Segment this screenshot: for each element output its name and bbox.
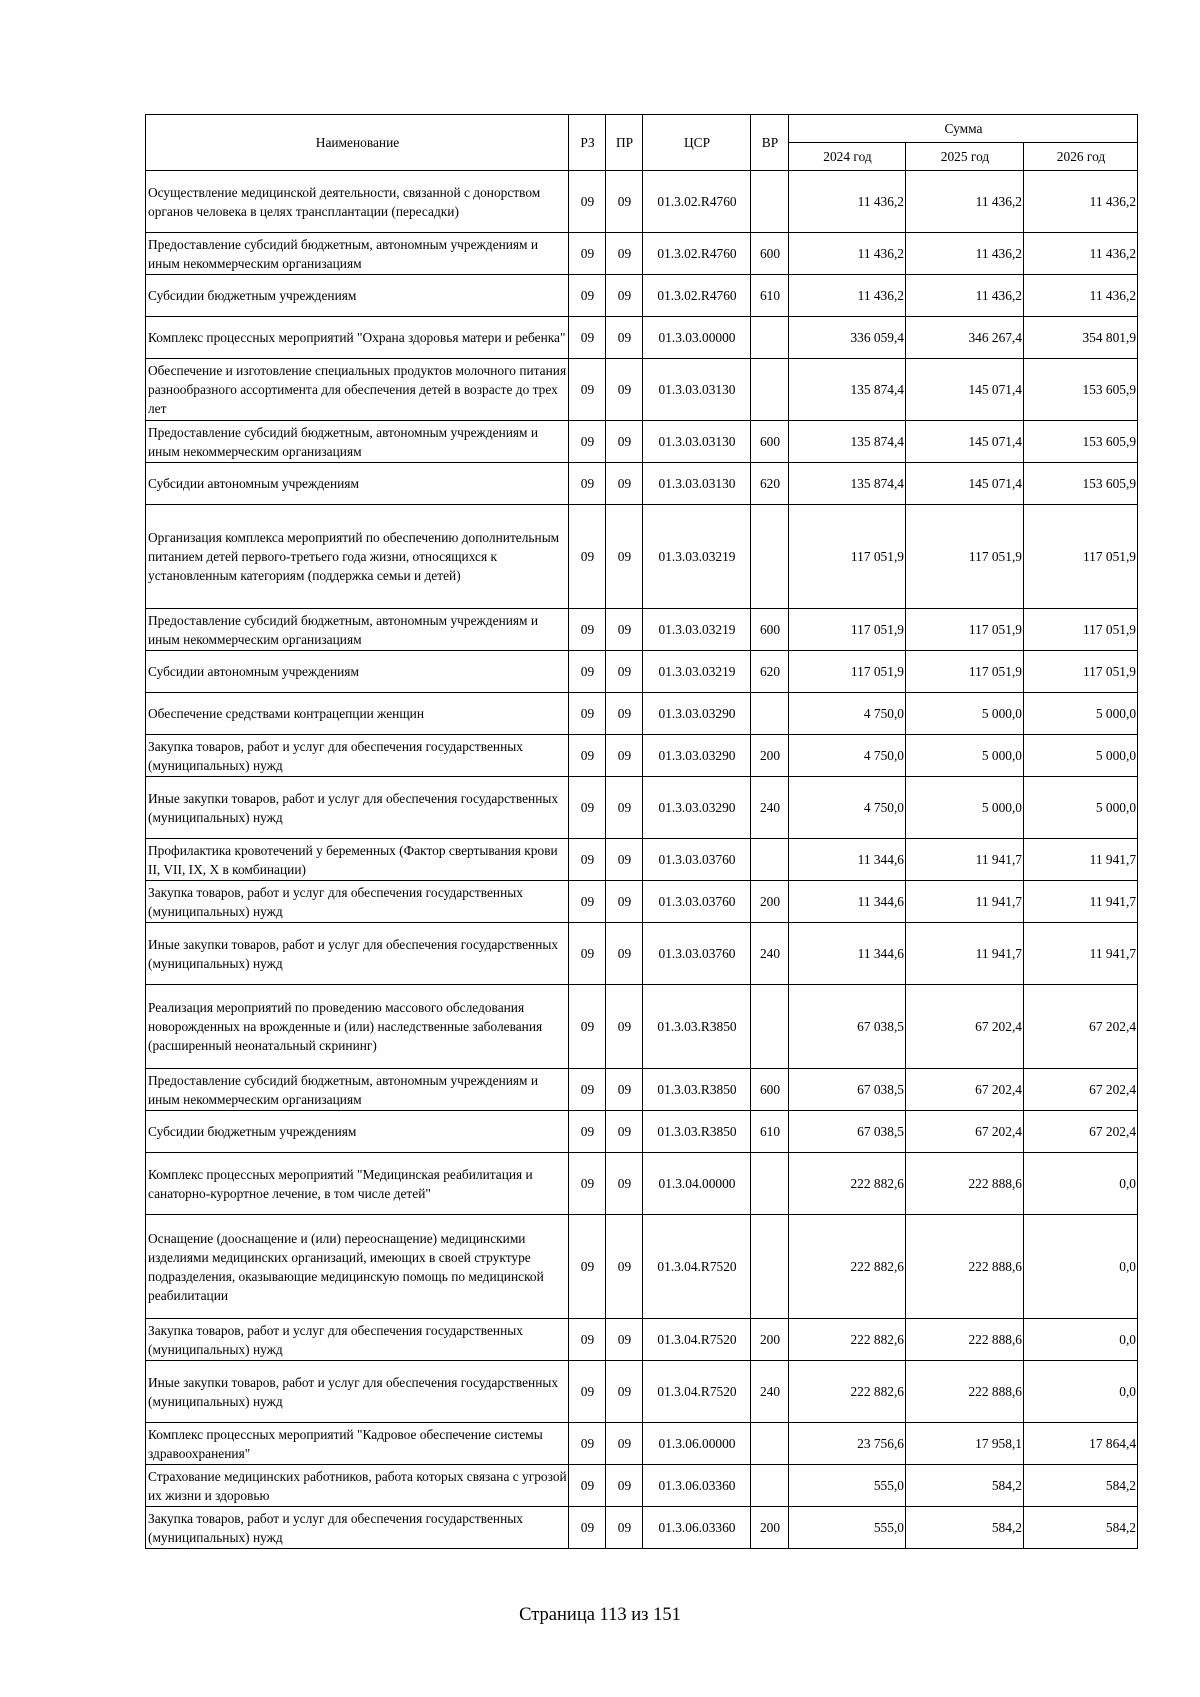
cell-pr: 09 — [606, 1069, 643, 1111]
cell-pr: 09 — [606, 735, 643, 777]
cell-rz: 09 — [569, 609, 606, 651]
cell-2025: 584,2 — [906, 1465, 1024, 1507]
table-row — [146, 505, 1138, 609]
cell-pr: 09 — [606, 923, 643, 985]
cell-2025: 346 267,4 — [906, 317, 1024, 359]
table-row — [146, 693, 1138, 735]
cell-rz: 09 — [569, 777, 606, 839]
cell-2026: 11 941,7 — [1024, 923, 1138, 985]
cell-2026: 67 202,4 — [1024, 1111, 1138, 1153]
cell-2024: 222 882,6 — [789, 1319, 906, 1361]
cell-2024: 135 874,4 — [789, 421, 906, 463]
cell-2026: 0,0 — [1024, 1215, 1138, 1319]
cell-csr: 01.3.06.03360 — [643, 1507, 751, 1549]
cell-csr: 01.3.03.03290 — [643, 693, 751, 735]
cell-vr: 240 — [751, 1361, 789, 1423]
cell-pr: 09 — [606, 777, 643, 839]
cell-rz: 09 — [569, 1465, 606, 1507]
cell-name: Комплекс процессных мероприятий "Кадровое обеспечение системы здравоохранения" — [146, 1423, 569, 1465]
cell-2024: 11 344,6 — [789, 923, 906, 985]
header-csr: ЦСР — [643, 115, 751, 171]
cell-vr — [751, 1153, 789, 1215]
cell-rz: 09 — [569, 421, 606, 463]
cell-2025: 11 941,7 — [906, 839, 1024, 881]
cell-2025: 222 888,6 — [906, 1153, 1024, 1215]
cell-csr: 01.3.02.R4760 — [643, 233, 751, 275]
cell-vr: 620 — [751, 463, 789, 505]
cell-name: Предоставление субсидий бюджетным, автономным учреждениям и иным некоммерческим организациям — [146, 1069, 569, 1111]
cell-2025: 117 051,9 — [906, 651, 1024, 693]
header-name: Наименование — [146, 115, 569, 171]
cell-name: Оснащение (дооснащение и (или) переоснащение) медицинскими изделиями медицинских организаций, имеющих в своей структуре подразделения, оказывающие медицинскую помощь по медицинской реабилитации — [146, 1215, 569, 1319]
cell-vr — [751, 985, 789, 1069]
cell-2026: 584,2 — [1024, 1507, 1138, 1549]
cell-vr: 620 — [751, 651, 789, 693]
cell-2026: 11 436,2 — [1024, 171, 1138, 233]
cell-2026: 153 605,9 — [1024, 463, 1138, 505]
cell-pr: 09 — [606, 233, 643, 275]
table-header — [146, 115, 1138, 171]
cell-vr — [751, 359, 789, 421]
header-vr: ВР — [751, 115, 789, 171]
cell-2025: 145 071,4 — [906, 421, 1024, 463]
table-row — [146, 1153, 1138, 1215]
cell-pr: 09 — [606, 1465, 643, 1507]
header-sum: Сумма — [789, 115, 1138, 143]
cell-csr: 01.3.04.R7520 — [643, 1319, 751, 1361]
cell-csr: 01.3.03.R3850 — [643, 985, 751, 1069]
cell-rz: 09 — [569, 693, 606, 735]
cell-2024: 222 882,6 — [789, 1153, 906, 1215]
cell-2026: 11 436,2 — [1024, 233, 1138, 275]
cell-name: Комплекс процессных мероприятий "Медицинская реабилитация и санаторно-курортное лечение, в том числе детей" — [146, 1153, 569, 1215]
cell-pr: 09 — [606, 421, 643, 463]
cell-2026: 17 864,4 — [1024, 1423, 1138, 1465]
header-year-2025: 2025 год — [906, 143, 1024, 171]
cell-2024: 117 051,9 — [789, 505, 906, 609]
table-row — [146, 609, 1138, 651]
cell-name: Страхование медицинских работников, работа которых связана с угрозой их жизни и здоровью — [146, 1465, 569, 1507]
cell-vr — [751, 317, 789, 359]
cell-rz: 09 — [569, 1215, 606, 1319]
cell-2024: 117 051,9 — [789, 651, 906, 693]
cell-name: Закупка товаров, работ и услуг для обеспечения государственных (муниципальных) нужд — [146, 881, 569, 923]
cell-2025: 117 051,9 — [906, 505, 1024, 609]
table-row — [146, 1423, 1138, 1465]
cell-csr: 01.3.03.00000 — [643, 317, 751, 359]
cell-csr: 01.3.03.03760 — [643, 881, 751, 923]
cell-name: Предоставление субсидий бюджетным, автономным учреждениям и иным некоммерческим организациям — [146, 421, 569, 463]
cell-pr: 09 — [606, 693, 643, 735]
table-row — [146, 735, 1138, 777]
cell-2026: 11 941,7 — [1024, 881, 1138, 923]
cell-2024: 67 038,5 — [789, 985, 906, 1069]
cell-pr: 09 — [606, 317, 643, 359]
table-row — [146, 777, 1138, 839]
cell-vr — [751, 1465, 789, 1507]
table-row — [146, 881, 1138, 923]
cell-rz: 09 — [569, 505, 606, 609]
cell-2025: 222 888,6 — [906, 1215, 1024, 1319]
cell-name: Субсидии бюджетным учреждениям — [146, 1111, 569, 1153]
cell-rz: 09 — [569, 1361, 606, 1423]
cell-csr: 01.3.03.03219 — [643, 505, 751, 609]
cell-rz: 09 — [569, 1069, 606, 1111]
cell-name: Иные закупки товаров, работ и услуг для обеспечения государственных (муниципальных) нужд — [146, 923, 569, 985]
cell-2025: 584,2 — [906, 1507, 1024, 1549]
cell-name: Предоставление субсидий бюджетным, автономным учреждениям и иным некоммерческим организациям — [146, 233, 569, 275]
cell-pr: 09 — [606, 1507, 643, 1549]
cell-name: Субсидии автономным учреждениям — [146, 463, 569, 505]
cell-2024: 23 756,6 — [789, 1423, 906, 1465]
cell-csr: 01.3.06.03360 — [643, 1465, 751, 1507]
cell-csr: 01.3.03.03130 — [643, 421, 751, 463]
budget-table — [145, 114, 1138, 1549]
cell-vr — [751, 1423, 789, 1465]
cell-2024: 117 051,9 — [789, 609, 906, 651]
cell-csr: 01.3.03.R3850 — [643, 1111, 751, 1153]
cell-2026: 153 605,9 — [1024, 359, 1138, 421]
cell-name: Иные закупки товаров, работ и услуг для обеспечения государственных (муниципальных) нужд — [146, 777, 569, 839]
cell-rz: 09 — [569, 359, 606, 421]
cell-2024: 555,0 — [789, 1465, 906, 1507]
cell-2025: 5 000,0 — [906, 693, 1024, 735]
cell-vr — [751, 693, 789, 735]
cell-pr: 09 — [606, 359, 643, 421]
cell-csr: 01.3.03.03290 — [643, 777, 751, 839]
page-number: Страница 113 из 151 — [519, 1605, 681, 1625]
table-row — [146, 1507, 1138, 1549]
cell-vr: 200 — [751, 881, 789, 923]
cell-2025: 17 958,1 — [906, 1423, 1024, 1465]
cell-2024: 222 882,6 — [789, 1361, 906, 1423]
cell-2026: 354 801,9 — [1024, 317, 1138, 359]
cell-vr: 200 — [751, 735, 789, 777]
table-row — [146, 651, 1138, 693]
cell-csr: 01.3.04.00000 — [643, 1153, 751, 1215]
cell-name: Предоставление субсидий бюджетным, автономным учреждениям и иным некоммерческим организациям — [146, 609, 569, 651]
cell-name: Субсидии бюджетным учреждениям — [146, 275, 569, 317]
cell-2025: 5 000,0 — [906, 777, 1024, 839]
cell-2025: 145 071,4 — [906, 359, 1024, 421]
cell-name: Обеспечение средствами контрацепции женщин — [146, 693, 569, 735]
cell-rz: 09 — [569, 985, 606, 1069]
cell-csr: 01.3.02.R4760 — [643, 171, 751, 233]
cell-2024: 11 344,6 — [789, 881, 906, 923]
cell-2024: 4 750,0 — [789, 735, 906, 777]
cell-rz: 09 — [569, 1507, 606, 1549]
cell-2024: 67 038,5 — [789, 1069, 906, 1111]
table-row — [146, 839, 1138, 881]
cell-vr: 600 — [751, 233, 789, 275]
table-row — [146, 171, 1138, 233]
cell-vr — [751, 171, 789, 233]
cell-2026: 11 941,7 — [1024, 839, 1138, 881]
header-year-2024: 2024 год — [789, 143, 906, 171]
cell-2026: 117 051,9 — [1024, 651, 1138, 693]
cell-name: Закупка товаров, работ и услуг для обеспечения государственных (муниципальных) нужд — [146, 1507, 569, 1549]
cell-rz: 09 — [569, 923, 606, 985]
cell-2025: 222 888,6 — [906, 1319, 1024, 1361]
cell-rz: 09 — [569, 1153, 606, 1215]
cell-csr: 01.3.03.03290 — [643, 735, 751, 777]
cell-2026: 0,0 — [1024, 1319, 1138, 1361]
cell-2026: 153 605,9 — [1024, 421, 1138, 463]
cell-2024: 11 344,6 — [789, 839, 906, 881]
cell-2025: 11 941,7 — [906, 923, 1024, 985]
cell-pr: 09 — [606, 985, 643, 1069]
cell-2026: 5 000,0 — [1024, 735, 1138, 777]
cell-csr: 01.3.03.03760 — [643, 839, 751, 881]
table-row — [146, 1215, 1138, 1319]
cell-vr: 200 — [751, 1507, 789, 1549]
cell-2026: 67 202,4 — [1024, 1069, 1138, 1111]
table-row — [146, 1069, 1138, 1111]
cell-rz: 09 — [569, 651, 606, 693]
cell-2024: 555,0 — [789, 1507, 906, 1549]
cell-pr: 09 — [606, 463, 643, 505]
cell-2024: 4 750,0 — [789, 777, 906, 839]
cell-pr: 09 — [606, 1215, 643, 1319]
cell-csr: 01.3.03.R3850 — [643, 1069, 751, 1111]
table-row — [146, 1111, 1138, 1153]
table-row — [146, 1465, 1138, 1507]
cell-2026: 67 202,4 — [1024, 985, 1138, 1069]
table-row — [146, 359, 1138, 421]
cell-rz: 09 — [569, 881, 606, 923]
cell-vr: 200 — [751, 1319, 789, 1361]
cell-2026: 0,0 — [1024, 1361, 1138, 1423]
cell-name: Профилактика кровотечений у беременных (Фактор свертывания крови II, VII, IX, X в комбинации) — [146, 839, 569, 881]
table-row — [146, 1319, 1138, 1361]
cell-2025: 11 436,2 — [906, 233, 1024, 275]
cell-name: Комплекс процессных мероприятий "Охрана здоровья матери и ребенка" — [146, 317, 569, 359]
cell-2025: 67 202,4 — [906, 1069, 1024, 1111]
cell-vr: 600 — [751, 421, 789, 463]
cell-pr: 09 — [606, 1423, 643, 1465]
cell-2025: 11 436,2 — [906, 275, 1024, 317]
cell-rz: 09 — [569, 463, 606, 505]
cell-name: Организация комплекса мероприятий по обеспечению дополнительным питанием детей первого-третьего года жизни, относящихся к установленным категориям (поддержка семьи и детей) — [146, 505, 569, 609]
cell-pr: 09 — [606, 505, 643, 609]
cell-pr: 09 — [606, 1153, 643, 1215]
cell-csr: 01.3.04.R7520 — [643, 1215, 751, 1319]
cell-csr: 01.3.03.03219 — [643, 651, 751, 693]
cell-rz: 09 — [569, 233, 606, 275]
cell-rz: 09 — [569, 839, 606, 881]
cell-name: Обеспечение и изготовление специальных продуктов молочного питания разнообразного ассортимента для обеспечения детей в возрасте до трех лет — [146, 359, 569, 421]
cell-2025: 11 941,7 — [906, 881, 1024, 923]
cell-vr — [751, 1215, 789, 1319]
table-row — [146, 463, 1138, 505]
cell-2025: 5 000,0 — [906, 735, 1024, 777]
table-row — [146, 1361, 1138, 1423]
cell-2024: 4 750,0 — [789, 693, 906, 735]
cell-pr: 09 — [606, 171, 643, 233]
cell-2026: 0,0 — [1024, 1153, 1138, 1215]
cell-2026: 584,2 — [1024, 1465, 1138, 1507]
cell-2026: 5 000,0 — [1024, 693, 1138, 735]
cell-2026: 11 436,2 — [1024, 275, 1138, 317]
cell-rz: 09 — [569, 171, 606, 233]
cell-vr — [751, 839, 789, 881]
cell-2025: 117 051,9 — [906, 609, 1024, 651]
cell-2024: 11 436,2 — [789, 171, 906, 233]
cell-2024: 135 874,4 — [789, 463, 906, 505]
cell-csr: 01.3.06.00000 — [643, 1423, 751, 1465]
header-rz: РЗ — [569, 115, 606, 171]
cell-2025: 145 071,4 — [906, 463, 1024, 505]
cell-2024: 11 436,2 — [789, 233, 906, 275]
cell-2025: 11 436,2 — [906, 171, 1024, 233]
cell-name: Реализация мероприятий по проведению массового обследования новорожденных на врожденные и (или) наследственные заболевания (расширенный неонатальный скрининг) — [146, 985, 569, 1069]
cell-vr: 240 — [751, 777, 789, 839]
cell-rz: 09 — [569, 1319, 606, 1361]
cell-pr: 09 — [606, 1319, 643, 1361]
cell-2026: 117 051,9 — [1024, 505, 1138, 609]
header-pr: ПР — [606, 115, 643, 171]
cell-pr: 09 — [606, 651, 643, 693]
cell-2024: 135 874,4 — [789, 359, 906, 421]
cell-vr: 240 — [751, 923, 789, 985]
cell-pr: 09 — [606, 1111, 643, 1153]
cell-vr: 600 — [751, 609, 789, 651]
cell-vr — [751, 505, 789, 609]
table-row — [146, 275, 1138, 317]
cell-2025: 67 202,4 — [906, 1111, 1024, 1153]
cell-rz: 09 — [569, 317, 606, 359]
cell-pr: 09 — [606, 275, 643, 317]
table-row — [146, 233, 1138, 275]
cell-pr: 09 — [606, 881, 643, 923]
table-body — [146, 171, 1138, 1549]
table-row — [146, 923, 1138, 985]
cell-rz: 09 — [569, 275, 606, 317]
cell-csr: 01.3.03.03760 — [643, 923, 751, 985]
cell-vr: 610 — [751, 1111, 789, 1153]
cell-csr: 01.3.02.R4760 — [643, 275, 751, 317]
cell-rz: 09 — [569, 1423, 606, 1465]
cell-2026: 5 000,0 — [1024, 777, 1138, 839]
cell-name: Закупка товаров, работ и услуг для обеспечения государственных (муниципальных) нужд — [146, 1319, 569, 1361]
cell-pr: 09 — [606, 609, 643, 651]
table-row — [146, 317, 1138, 359]
cell-2024: 67 038,5 — [789, 1111, 906, 1153]
cell-2026: 117 051,9 — [1024, 609, 1138, 651]
cell-rz: 09 — [569, 735, 606, 777]
cell-name: Иные закупки товаров, работ и услуг для обеспечения государственных (муниципальных) нужд — [146, 1361, 569, 1423]
cell-csr: 01.3.03.03219 — [643, 609, 751, 651]
cell-pr: 09 — [606, 839, 643, 881]
table-row — [146, 985, 1138, 1069]
cell-name: Осуществление медицинской деятельности, связанной с донорством органов человека в целях трансплантации (пересадки) — [146, 171, 569, 233]
cell-name: Закупка товаров, работ и услуг для обеспечения государственных (муниципальных) нужд — [146, 735, 569, 777]
cell-2024: 222 882,6 — [789, 1215, 906, 1319]
table-row — [146, 421, 1138, 463]
cell-csr: 01.3.03.03130 — [643, 359, 751, 421]
header-year-2026: 2026 год — [1024, 143, 1138, 171]
cell-name: Субсидии автономным учреждениям — [146, 651, 569, 693]
cell-2024: 11 436,2 — [789, 275, 906, 317]
cell-pr: 09 — [606, 1361, 643, 1423]
cell-2024: 336 059,4 — [789, 317, 906, 359]
cell-2025: 67 202,4 — [906, 985, 1024, 1069]
cell-csr: 01.3.04.R7520 — [643, 1361, 751, 1423]
cell-vr: 610 — [751, 275, 789, 317]
cell-2025: 222 888,6 — [906, 1361, 1024, 1423]
cell-csr: 01.3.03.03130 — [643, 463, 751, 505]
cell-rz: 09 — [569, 1111, 606, 1153]
cell-vr: 600 — [751, 1069, 789, 1111]
